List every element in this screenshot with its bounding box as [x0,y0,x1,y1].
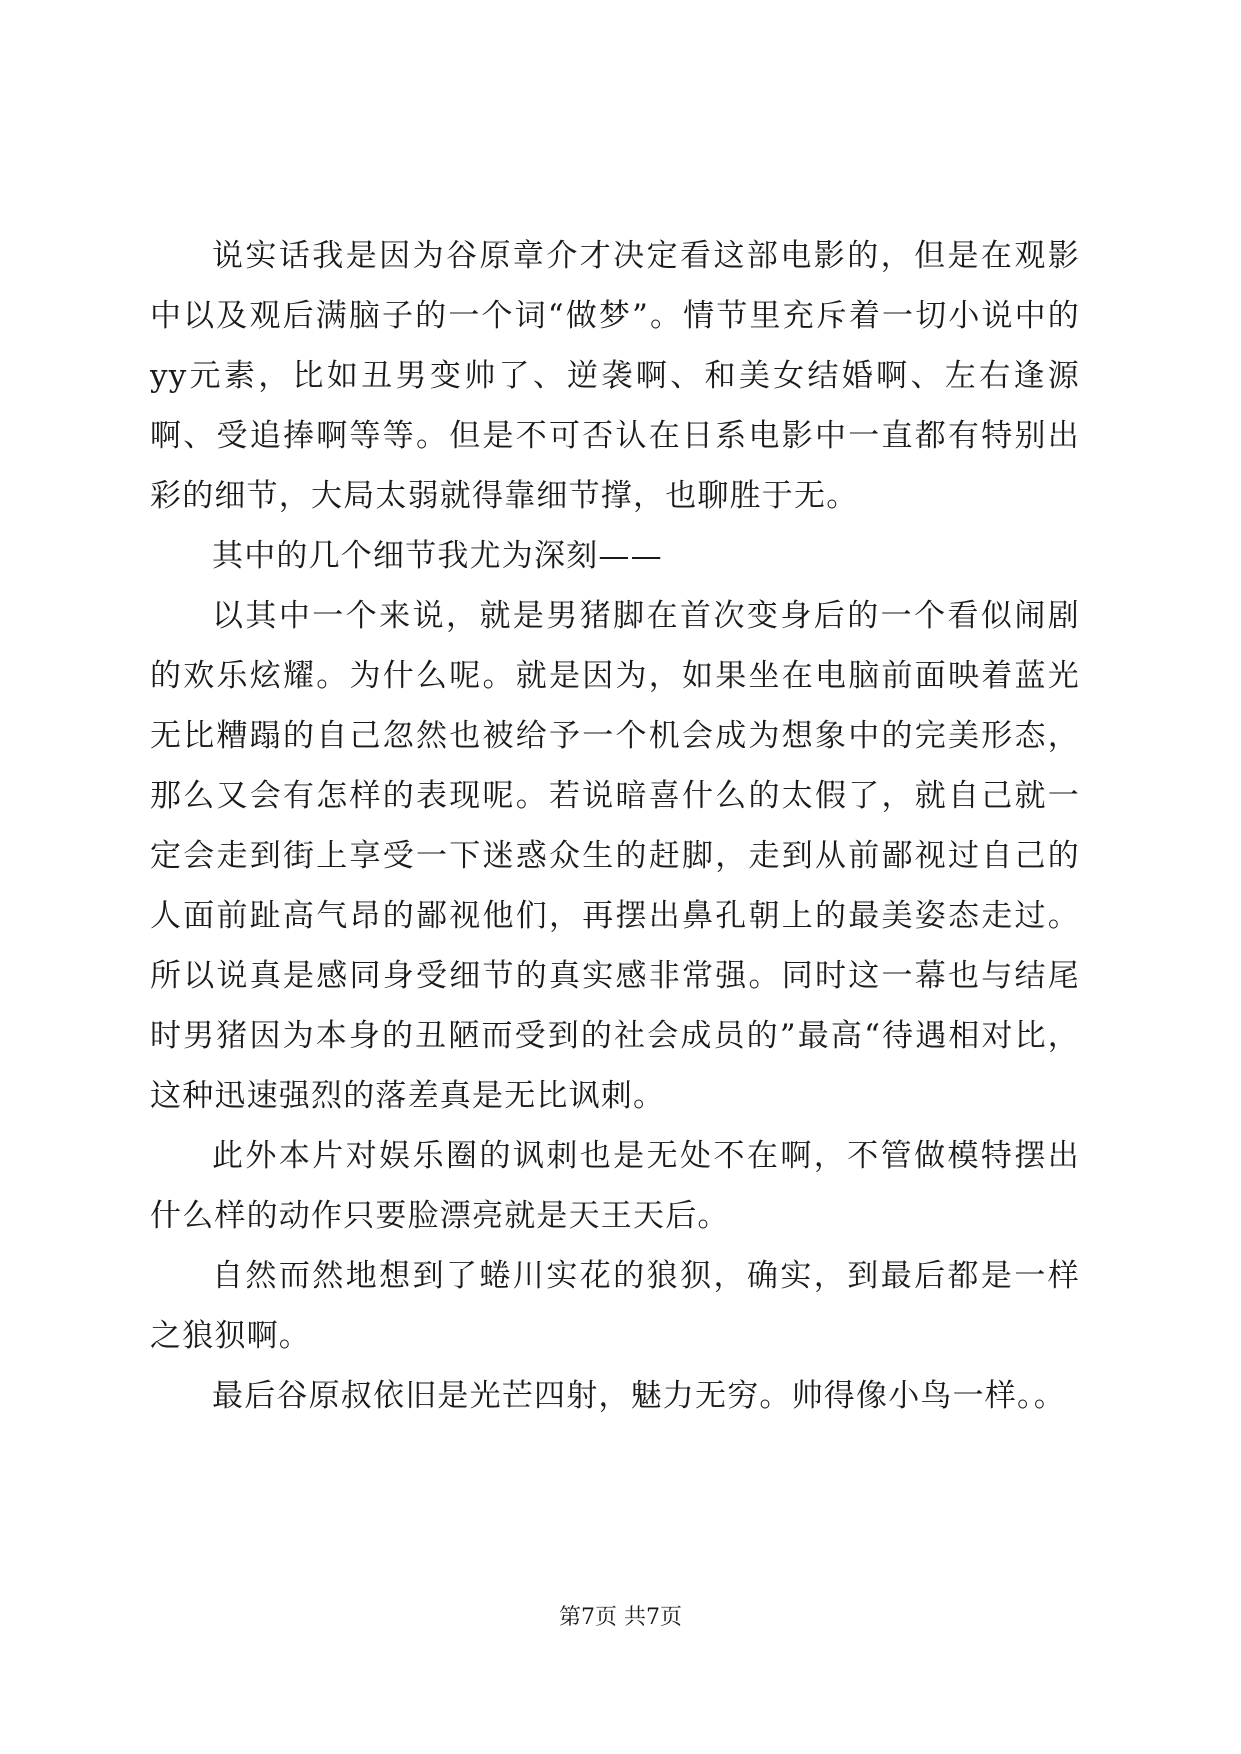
paragraph: 最后谷原叔依旧是光芒四射，魅力无穷。帅得像小鸟一样。。 [212,1378,1066,1414]
paragraph: 此外本片对娱乐圈的讽刺也是无处不在啊，不管做模特摆出什么样的动作只要脸漂亮就是天王天后。 [150,1138,1080,1234]
paragraph: 自然而然地想到了蜷川实花的狼狈，确实，到最后都是一样之狼狈啊。 [150,1258,1080,1354]
paragraph: 说实话我是因为谷原章介才决定看这部电影的，但是在观影中以及观后满脑子的一个词“做梦”。情节里充斥着一切小说中的yy元素，比如丑男变帅了、逆袭啊、和美女结婚啊、左右逢源啊、受追捧啊等等。但是不可否认在日系电影中一直都有特别出彩的细节，大局太弱就得靠细节撑，也聊胜于无。 [150,238,1080,514]
paragraph: 其中的几个细节我尤为深刻—— [212,538,663,574]
page-number-footer: 第7页 共7页 [559,1605,682,1630]
document-body [150,226,1080,1426]
paragraph: 以其中一个来说，就是男猪脚在首次变身后的一个看似闹剧的欢乐炫耀。为什么呢。就是因为，如果坐在电脑前面映着蓝光无比糟蹋的自己忽然也被给予一个机会成为想象中的完美形态，那么又会有怎样的表现呢。若说暗喜什么的太假了，就自己就一定会走到街上享受一下迷惑众生的赶脚，走到从前鄙视过自己的人面前趾高气昂的鄙视他们，再摆出鼻孔朝上的最美姿态走过。所以说真是感同身受细节的真实感非常强。同时这一幕也与结尾时男猪因为本身的丑陋而受到的社会成员的”最高“待遇相对比，这种迅速强烈的落差真是无比讽刺。 [150,598,1080,1114]
